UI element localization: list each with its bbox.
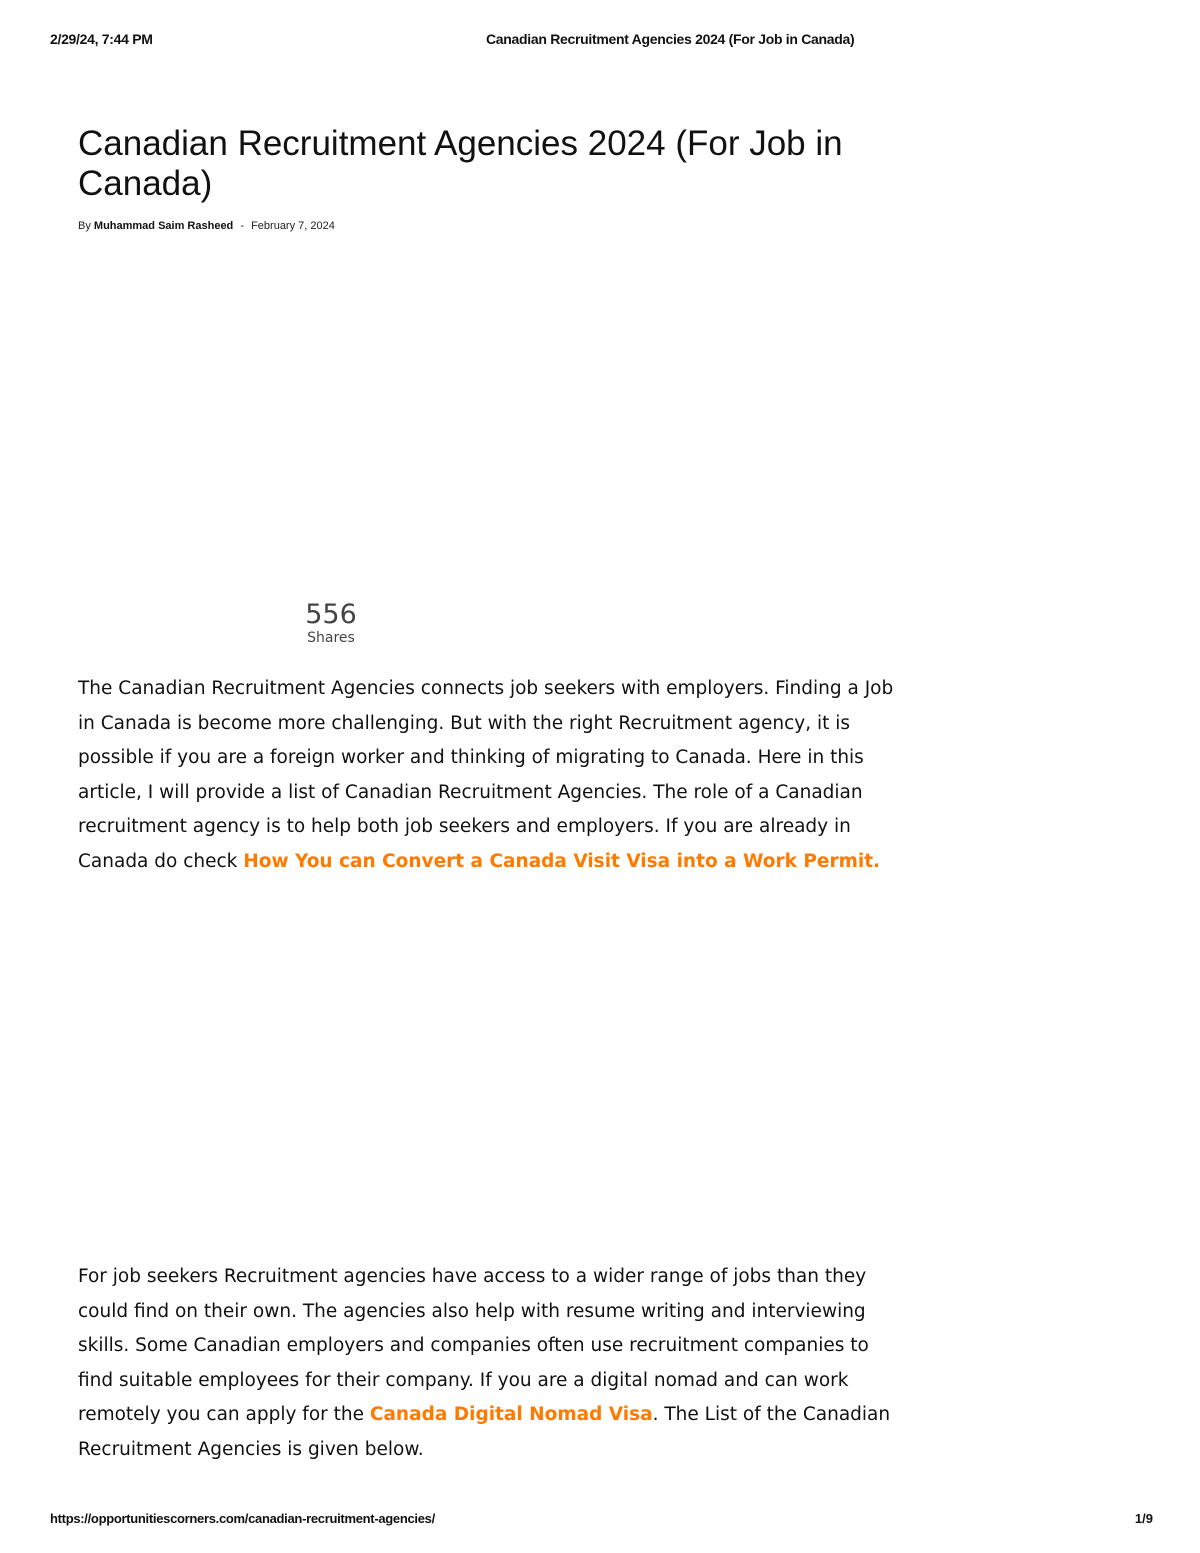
byline — [78, 220, 335, 232]
job-seekers-paragraph-tail: . The List of the Canadian Recruitment Agencies is given below. — [78, 1404, 891, 1460]
visit-visa-to-work-permit-link[interactable]: How You can Convert a Canada Visit Visa into a Work Permit. — [243, 850, 881, 872]
article-title: Canadian Recruitment Agencies 2024 (For Job in Canada) — [78, 124, 843, 203]
share-counter — [300, 600, 362, 646]
job-seekers-paragraph-text: For job seekers Recruitment agencies have access to a wider range of jobs than they could find on their own. The agencies also help with resume writing and interviewing skills. Some Canadian employers and companies often use recruitment companies to find suitable employees for their company. If you are a digital nomad and can work remotely you can apply for the — [78, 1266, 869, 1426]
byline-prefix: By — [78, 220, 91, 232]
print-footer-url: https://opportunitiescorners.com/canadian-recruitment-agencies/ — [50, 1511, 435, 1526]
author-link[interactable]: Muhammad Saim Rasheed — [93, 220, 234, 232]
byline-separator: - — [240, 220, 245, 232]
print-footer-page-number: 1/9 — [1134, 1511, 1153, 1526]
publish-date: February 7, 2024 — [251, 220, 335, 232]
digital-nomad-visa-link[interactable]: Canada Digital Nomad Visa — [369, 1404, 653, 1426]
intro-paragraph — [78, 672, 908, 880]
job-seekers-paragraph — [78, 1260, 908, 1468]
print-header-title: Canadian Recruitment Agencies 2024 (For Job in Canada) — [486, 31, 855, 47]
intro-paragraph-text: The Canadian Recruitment Agencies connects job seekers with employers. Finding a Job in Canada is become more challenging. But with the right Recruitment agency, it is possible if you are a foreign worker and thinking of migrating to Canada. Here in this article, I will provide a list of Canadian Recruitment Agencies. The role of a Canadian recruitment agency is to help both job seekers and employers. If you are already in Canada do check — [78, 678, 894, 872]
share-count: 556 — [305, 599, 357, 630]
print-header-datetime: 2/29/24, 7:44 PM — [50, 31, 153, 47]
share-label: Shares — [307, 630, 355, 646]
